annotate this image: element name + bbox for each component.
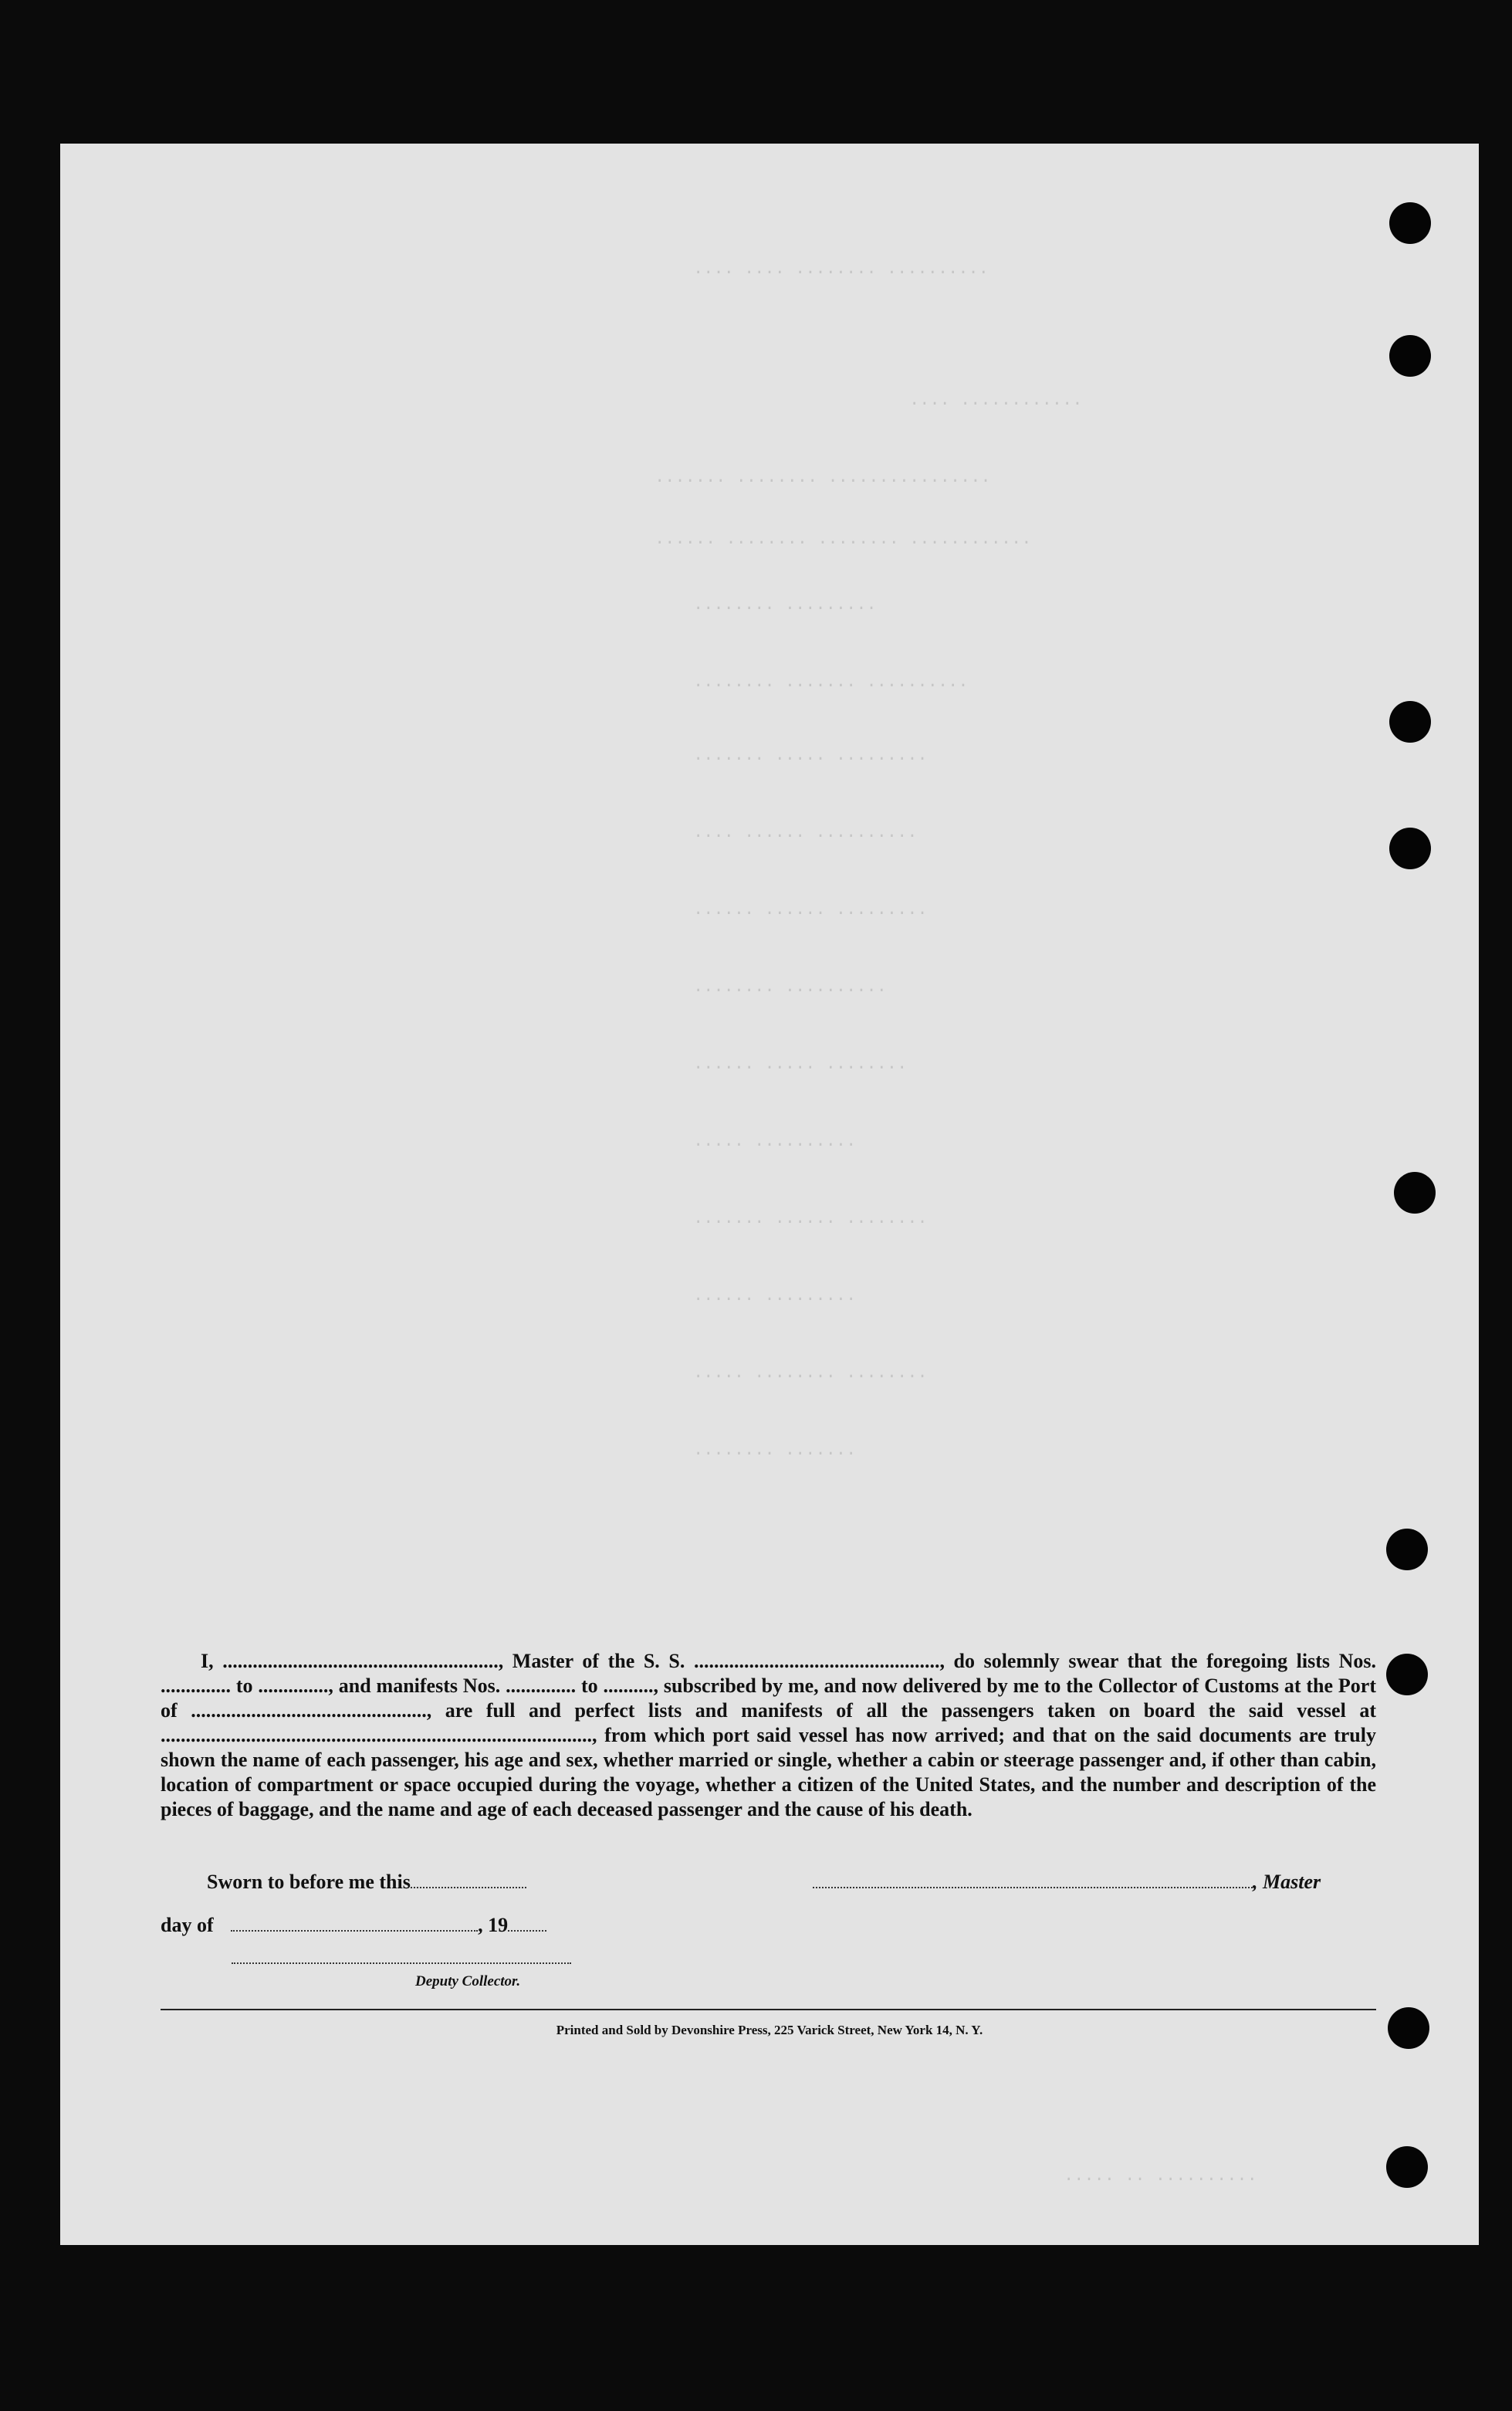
document-page: .......... ........ .... .... ............ .... ................ ........ ....... ............ ........ ........ ...... ......... ........ .......... ....... ........ ......... ..... ....... .......... ...... .... ......... ...... ...... .......... ........ ........ ..... ...... .......... ..... ........ ...... ....... ......... ...... ........ ........ ..... ....... ........ .......... .. ..... I, ......................................................., Master of the S. S. ................................................., do solemnly swear that the foregoing lists Nos. .............. to .............., and manifests Nos. .............. to .........., subscribed by me, and now delivered by me to the Collector of Customs at the Port of ..............................................., are full and perfect lists and manifests of all the passengers taken on board the said vessel at ......................................................................................, from which port said vessel has now arrived; and that on the said documents are truly shown the name of each passenger, his age and sex, whether married or single, whether a cabin or steerage passenger and, if other than cabin, location of compartment or space occupied during the voyage, whether a citizen of the United States, and the number and description of the pieces of baggage, and the name and age of each deceased passenger and the cause of his death. Sworn to before me this , Master day of , 19 Deputy Collector. Printed and Sold by Devonshire Press, 225 Varick Street, New York 14, N. Y.: [60, 144, 1479, 2245]
master-label: , Master: [1253, 1871, 1321, 1893]
day-row: [161, 1913, 546, 1937]
deputy-label: Deputy Collector.: [415, 1973, 521, 1989]
day-blank: [231, 1913, 478, 1932]
oath-paragraph: [161, 1649, 1376, 1822]
punch-hole: [1389, 335, 1431, 377]
year-blank: [508, 1913, 546, 1932]
sworn-date-blank: [411, 1870, 526, 1888]
printer-credit: Printed and Sold by Devonshire Press, 225 Varick Street, New York 14, N. Y.: [556, 2023, 983, 2037]
punch-hole: [1394, 1172, 1436, 1214]
punch-hole: [1389, 202, 1431, 244]
punch-hole: [1389, 828, 1431, 869]
punch-hole: [1386, 1529, 1428, 1570]
oath-text: I, ......................................................., Master of the S. S. ................................................., do solemnly swear that the foregoing lists Nos. .............. to .............., and manifests Nos. .............. to .........., subscribed by me, and now delivered by me to the Collector of Customs at the Port of ..............................................., are full and perfect lists and manifests of all the passengers taken on board the said vessel at ......................................................................................, from which port said vessel has now arrived; and that on the said documents are truly shown the name of each passenger, his age and sex, whether married or single, whether a cabin or steerage passenger and, if other than cabin, location of compartment or space occupied during the voyage, whether a citizen of the United States, and the number and description of the pieces of baggage, and the name and age of each deceased passenger and the cause of his death.: [161, 1650, 1376, 1820]
sworn-row: [207, 1870, 526, 1894]
deputy-signature-line: [232, 1962, 571, 1964]
footer-rule: [161, 2009, 1376, 2010]
year-label: , 19: [478, 1914, 509, 1936]
punch-hole: [1386, 1654, 1428, 1695]
master-signature-row: [813, 1870, 1321, 1894]
master-signature-line: [813, 1870, 1253, 1888]
punch-hole: [1386, 2146, 1428, 2188]
sworn-label: Sworn to before me this: [207, 1871, 411, 1893]
punch-hole: [1388, 2007, 1429, 2049]
day-label: day of: [161, 1914, 214, 1936]
punch-hole: [1389, 701, 1431, 743]
